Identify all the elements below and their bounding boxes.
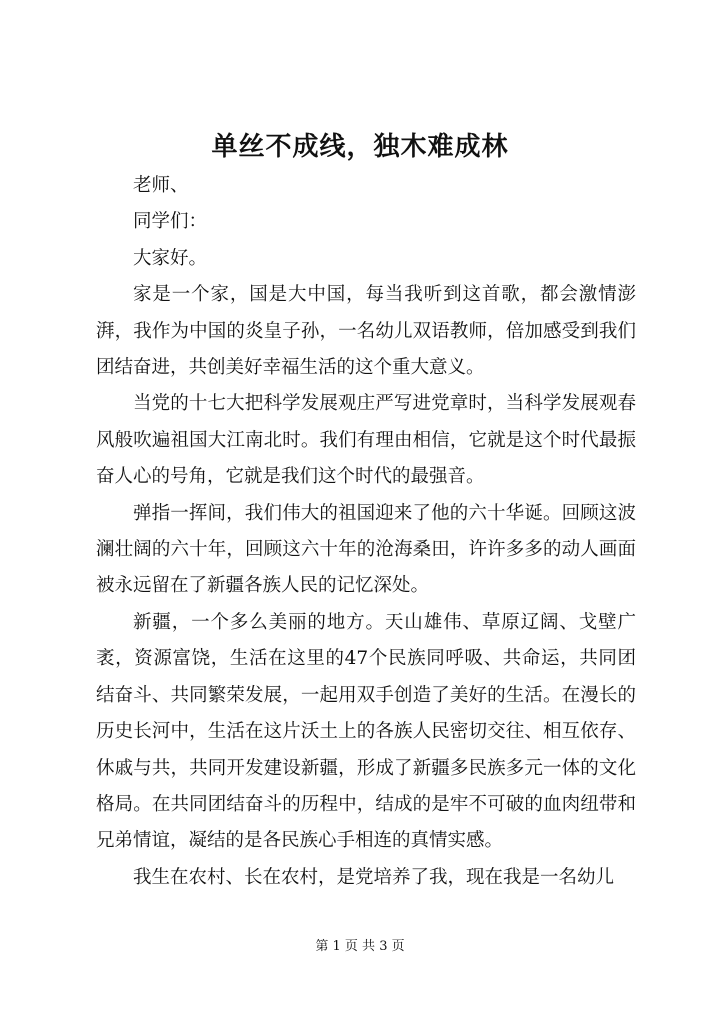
document-title: 单丝不成线，独木难成林 [211,132,509,162]
paragraph: 弹指一挥间，我们伟大的祖国迎来了他的六十华诞。回顾这波澜壮阔的六十年，回顾这六十年的沧海桑田，许许多多的动人画面被永远留在了新疆各族人民的记忆深处。 [96,502,636,597]
page-number-footer: 第 1 页 共 3 页 [315,939,405,954]
paragraph: 我生在农村、长在农村，是党培养了我，现在我是一名幼儿 [133,866,615,888]
document-body [96,168,636,896]
paragraph: 家是一个家，国是大中国，每当我听到这首歌，都会激情澎湃，我作为中国的炎皇子孙，一名幼儿双语教师，倍加感受到我们团结奋进，共创美好幸福生活的这个重大意义。 [96,284,636,379]
salutation-teachers: 老师、 [133,175,189,196]
paragraph: 新疆，一个多么美丽的地方。天山雄伟、草原辽阔、戈壁广袤，资源富饶，生活在这里的47个民族同呼吸、共命运，共同团结奋斗、共同繁荣发展，一起用双手创造了美好的生活。在漫长的历史长河中，生活在这片沃土上的各族人民密切交往、相互依存、休戚与共，共同开发建设新疆，形成了新疆多民族多元一体的文化格局。在共同团结奋斗的历程中，结成的是牢不可破的血肉纽带和兄弟情谊，凝结的是各民族心手相连的真情实感。 [96,611,636,852]
salutation-students: 同学们： [133,211,208,233]
paragraph: 当党的十七大把科学发展观庄严写进党章时，当科学发展观春风般吹遍祖国大江南北时。我们有理由相信，它就是这个时代最振奋人心的号角，它就是我们这个时代的最强音。 [96,393,636,488]
greeting: 大家好。 [133,247,208,269]
